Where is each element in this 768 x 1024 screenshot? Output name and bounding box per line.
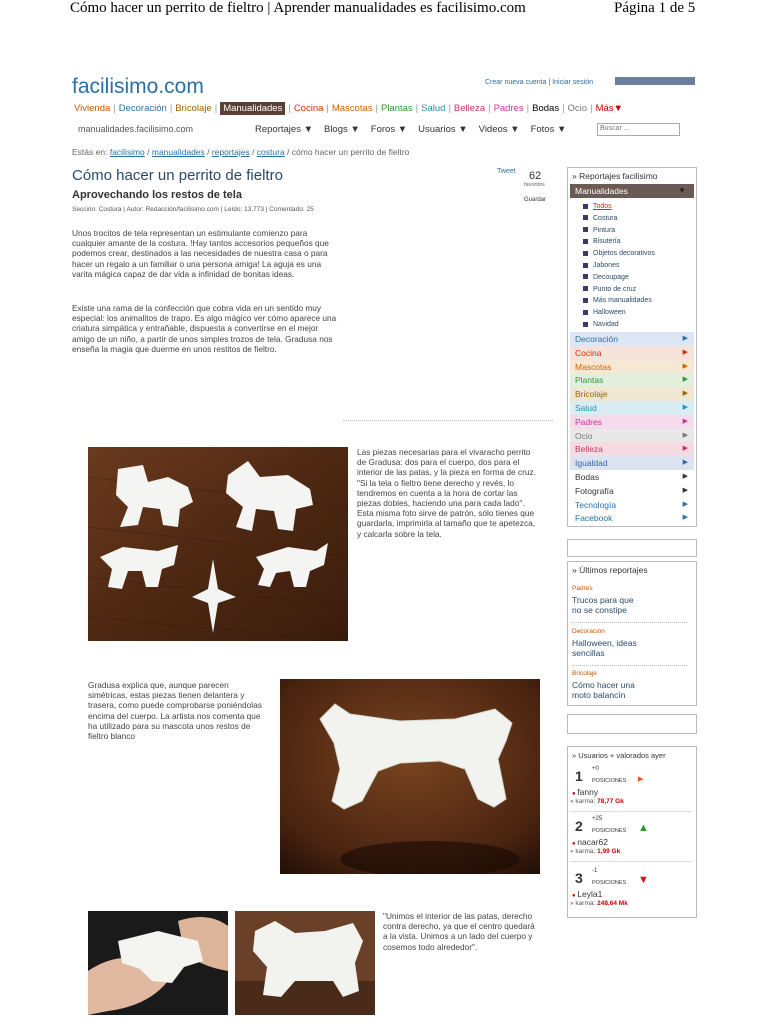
square-bullet-icon (583, 263, 588, 268)
sidebar-subitem[interactable] (583, 215, 618, 222)
category-link-6[interactable]: Plantas (380, 103, 413, 114)
reportaje-category[interactable]: Padres (572, 585, 593, 592)
nav-separator: | (562, 103, 565, 114)
sidebar-subitem-label: Costura (593, 214, 618, 222)
square-bullet-icon (583, 227, 588, 232)
sidebar-subitem-label: Halloween (593, 309, 626, 317)
reportaje-link[interactable]: Cómo hacer una moto balancín (572, 680, 635, 700)
photo-sewn-body (235, 911, 375, 1015)
account-links[interactable]: Crear nueva cuenta | Iniciar sesión (485, 79, 594, 86)
sidebar-category-label: Igualdad (575, 458, 608, 469)
sidebar-subitem[interactable] (583, 250, 655, 257)
user-link[interactable] (572, 787, 598, 797)
square-bullet-icon (583, 239, 588, 244)
top-banner-bar (615, 77, 695, 85)
sidebar-category[interactable] (570, 456, 694, 470)
arrow-right-icon: ▶ (682, 376, 688, 384)
sidebar-subitem-label: Decoupage (593, 273, 629, 281)
user-name: nacar62 (577, 837, 609, 847)
sidebar-subitem-label: Más manualidades (593, 297, 652, 305)
breadcrumb-link[interactable]: facilisimo (109, 147, 145, 157)
sidebar-category-label: Belleza (575, 444, 603, 455)
nav-separator: | (488, 103, 491, 114)
breadcrumb-link[interactable]: costura (256, 147, 285, 157)
rank-positions-label: POSICIONES (592, 778, 627, 784)
square-bullet-icon (583, 204, 588, 209)
nav-separator: | (214, 103, 218, 114)
rank-delta: -1 (592, 868, 598, 874)
arrow-right-icon: ▶ (682, 445, 688, 453)
empty-widget-box (567, 539, 697, 557)
status-dot-icon: ● (572, 841, 578, 847)
category-link-5[interactable]: Mascotas (331, 103, 373, 114)
karma-label: » karma: (570, 798, 598, 805)
search-input[interactable]: Buscar ... (597, 123, 680, 136)
user-name: fanny (577, 787, 599, 797)
square-bullet-icon (583, 286, 588, 291)
print-page-number: Página 1 de 5 (614, 0, 696, 16)
sidebar-subitem[interactable] (583, 321, 619, 328)
user-karma (570, 900, 628, 907)
arrow-right-icon: ▶ (682, 417, 688, 425)
sidebar-subitem[interactable] (583, 203, 612, 210)
karma-label: » karma: (570, 900, 598, 907)
section-nav-item-2[interactable]: Foros ▼ (370, 124, 408, 135)
subdomain-label: manualidades.facilisimo.com (78, 124, 194, 134)
empty-widget-box (567, 714, 697, 734)
sidebar-category-label: Facebook (575, 513, 613, 524)
section-nav-item-4[interactable]: Videos ▼ (478, 124, 520, 135)
nav-separator: | (448, 103, 451, 114)
square-bullet-icon (583, 274, 588, 279)
sidebar-subitem[interactable] (583, 274, 629, 281)
category-link-4[interactable]: Cocina (293, 103, 324, 114)
section-nav-item-3[interactable]: Usuarios ▼ (418, 124, 468, 135)
reportaje-link[interactable]: Trucos para que no se constipe (572, 595, 634, 615)
arrow-up-icon: ▲ (638, 822, 649, 834)
category-link-0[interactable]: Vivienda (74, 103, 111, 114)
category-link-2[interactable]: Bricolaje (175, 103, 212, 114)
category-link-1[interactable]: Decoración (118, 103, 167, 114)
square-bullet-icon (583, 215, 588, 220)
category-link-7[interactable]: Salud (421, 103, 446, 114)
intro-paragraph-1: Unos trocitos de tela representan un estimulante comienzo para cualquier amante de la costura. !Hay tantos accesorios pequeños que podemos crear, destinados a las necesidades de nuestra casa o para hacer un regalo a un familiar o una persona amiga! La aguja es una varita mágica capaz de dar vida a infinidad de bonitas ideas. (72, 228, 329, 279)
arrow-right-icon: ▶ (682, 473, 688, 480)
rank-positions-label: POSICIONES (592, 880, 627, 886)
section-nav (255, 124, 577, 135)
usuarios-title: » Usuarios + valorados ayer (572, 751, 666, 760)
sidebar-category[interactable] (570, 511, 694, 525)
status-dot-icon: ● (572, 791, 578, 797)
list-divider (572, 665, 687, 666)
intro-paragraph-2: Existe una rama de la confección que cobra vida en un sentido muy especial: los animalitos de trapo. Es algo mágico ver cómo aparece una criatura simpática y entrañable, dispuesta a convertirse en el mejor amigo de un niño, a partir de unos simples trozos de tela. Gradusa nos enseña la magia que duerme en unos restitos de fieltro. (72, 303, 337, 354)
nav-separator: | (590, 103, 593, 114)
sidebar-item-manualidades[interactable] (570, 184, 694, 198)
arrow-right-icon: ▶ (682, 514, 688, 522)
user-link[interactable] (572, 837, 608, 847)
caret-down-icon: ▼ (678, 186, 686, 195)
sidebar-category-label: Ocio (575, 430, 593, 441)
caption-felt-pieces: Las piezas necesarias para el vivaracho perrito de Gradusa: dos para el cuerpo, dos para el interior de las patas, y la pieza en forma de cruz. "Si la tela o fieltro tiene derecho y revés, lo tendremos en cuenta a la hora de cortar las piezas dobles, haciendo una para cada lado". Esta misma foto sirve de patrón, sólo tienes que guardarla, imprimirla al tamaño que te apetezca, y calcarla sobre la tela. (357, 447, 536, 539)
sidebar-category-label: Bricolaje (575, 389, 608, 400)
site-logo[interactable]: facilisimo.com (72, 75, 204, 98)
rank-delta: +25 (592, 816, 603, 822)
rank-number: 2 (575, 818, 583, 834)
category-link-12[interactable]: Más▼ (595, 103, 623, 114)
karma-value: 248,64 Mk (597, 900, 628, 907)
sidebar-subitem-label: Punto de cruz (593, 285, 637, 293)
photo-body-piece (280, 679, 540, 874)
sidebar-category[interactable] (570, 498, 694, 512)
sidebar-category[interactable] (570, 332, 694, 346)
nav-separator: | (113, 103, 116, 114)
arrow-right-icon: ▶ (682, 348, 688, 356)
reportajes-title: » Reportajes facilisimo (572, 171, 658, 181)
sidebar-category-label: Decoración (575, 334, 618, 344)
sidebar-category-label: Cocina (575, 347, 602, 358)
nav-separator: | (169, 103, 173, 114)
breadcrumb-prefix: Estás en: (72, 147, 110, 157)
arrow-down-icon: ▼ (638, 874, 649, 886)
sidebar-subitem-label: Pintura (593, 226, 616, 234)
sidebar-subitem-label: Objetos decorativos (593, 250, 655, 258)
sidebar-category-label: Salud (575, 403, 597, 413)
breadcrumb: Estás en: facilisimo / manualidades / reportajes / costura / cómo hacer un perrito de fieltro (72, 147, 410, 157)
favorites-label: favoritos (524, 182, 545, 188)
article-meta: Sección: Costura | Autor: Redacción/facilisimo.com | Leído: 13.773 | Comentado: 25 (72, 206, 314, 213)
arrow-right-icon: ▶ (682, 362, 688, 370)
caption-body-piece: Gradusa explica que, aunque parecen simétricas, estas piezas tienen delantera y trasera, como puede comprobarse poniéndolas encima del cuerpo. La artista nos comenta que ha utilizado para su mascota unos restos de fieltro blanco (88, 680, 262, 742)
sidebar-subitem-label: Jabones (593, 262, 620, 269)
reportaje-category[interactable]: Bricolaje (572, 670, 597, 677)
user-karma (570, 848, 620, 855)
sidebar-subitem[interactable] (583, 297, 652, 304)
category-link-11[interactable]: Ocio (567, 103, 588, 114)
karma-value: 78,77 Gk (597, 798, 624, 805)
list-divider (570, 811, 692, 812)
square-bullet-icon (583, 322, 588, 327)
section-nav-item-0[interactable]: Reportajes ▼ (255, 124, 313, 135)
arrow-right-icon: ▶ (682, 486, 688, 494)
photo-felt-pieces (88, 447, 348, 641)
save-button[interactable]: Guardar (524, 197, 547, 203)
sidebar-category-label: Fotografía (575, 485, 614, 496)
user-karma (570, 798, 624, 805)
ultimos-title: » Últimos reportajes (572, 565, 648, 575)
sidebar-category[interactable] (570, 415, 694, 429)
arrow-right-icon: ▸ (638, 773, 644, 785)
sidebar-category-label: Mascotas (575, 361, 612, 372)
user-link[interactable] (572, 889, 602, 899)
sidebar-category[interactable] (570, 360, 694, 374)
sidebar-category-label: Bodas (575, 472, 600, 482)
arrow-right-icon: ▶ (682, 390, 688, 398)
category-link-3[interactable]: Manualidades (220, 102, 285, 115)
nav-separator: | (326, 103, 329, 114)
sidebar-category-label: Tecnología (575, 499, 617, 510)
sidebar-category[interactable] (570, 442, 694, 456)
article-subtitle: Aprovechando los restos de tela (72, 189, 242, 201)
sidebar-category[interactable] (570, 470, 694, 484)
sidebar-category[interactable] (570, 387, 694, 401)
sidebar-subitem[interactable] (583, 238, 621, 245)
square-bullet-icon (583, 251, 588, 256)
sidebar-category-label: Padres (575, 416, 602, 427)
sidebar-item-label: Manualidades (575, 186, 628, 196)
sidebar-subitem[interactable] (583, 262, 619, 269)
list-divider (572, 622, 687, 623)
caption-sewing: "Unimos el interior de las patas, derecho contra derecho, ya que el centro quedará a la vista. Unimos a un lado del cuerpo y cosemos todo alrededor". (383, 911, 535, 952)
nav-separator: | (375, 103, 378, 114)
sidebar-subitem[interactable] (583, 309, 626, 316)
rank-positions-label: POSICIONES (592, 828, 627, 834)
sidebar-category-label: Plantas (575, 375, 604, 386)
category-link-10[interactable]: Bodas (532, 103, 560, 114)
nav-separator: | (526, 103, 530, 114)
square-bullet-icon (583, 298, 588, 303)
status-dot-icon: ● (572, 893, 578, 899)
sidebar-category[interactable] (570, 373, 694, 387)
category-link-8[interactable]: Belleza (453, 103, 486, 114)
sidebar-subitem[interactable] (583, 227, 615, 234)
sidebar-category[interactable] (570, 429, 694, 443)
arrow-right-icon: ▶ (682, 335, 688, 342)
section-nav-item-5[interactable]: Fotos ▼ (530, 124, 567, 135)
rank-number: 1 (575, 768, 583, 784)
arrow-right-icon: ▶ (682, 431, 688, 439)
list-divider (570, 861, 692, 862)
reportaje-link[interactable]: Halloween, ideas sencillas (572, 638, 637, 658)
section-nav-item-1[interactable]: Blogs ▼ (323, 124, 360, 135)
karma-value: 1,99 Gk (597, 848, 621, 855)
sidebar-category[interactable] (570, 346, 694, 360)
breadcrumb-link[interactable]: reportajes (211, 147, 250, 157)
square-bullet-icon (583, 310, 588, 315)
sidebar-subitem-label: Navidad (593, 321, 619, 328)
nav-separator: | (288, 103, 291, 114)
arrow-right-icon: ▶ (682, 459, 688, 467)
karma-label: » karma: (570, 848, 598, 855)
sidebar-category[interactable] (570, 484, 694, 498)
photo-hands-sewing (88, 911, 228, 1015)
breadcrumb-current: cómo hacer un perrito de fieltro (291, 147, 410, 157)
sidebar-category[interactable] (570, 401, 694, 415)
rank-number: 3 (575, 870, 583, 886)
rank-delta: +0 (592, 766, 599, 772)
tweet-button[interactable]: Tweet (497, 168, 516, 175)
arrow-right-icon: ▶ (682, 404, 688, 411)
category-nav (74, 103, 626, 114)
favorites-count: 62 (529, 170, 542, 182)
category-link-9[interactable]: Padres (493, 103, 524, 114)
breadcrumb-link[interactable]: manualidades (151, 147, 205, 157)
user-name: Leyla1 (577, 889, 603, 899)
print-page-title: Cómo hacer un perrito de fieltro | Aprender manualidades es facilisimo.com (70, 0, 526, 16)
nav-separator: | (415, 103, 419, 114)
section-divider (343, 420, 553, 421)
arrow-right-icon: ▶ (682, 500, 688, 508)
reportaje-category[interactable]: Decoración (572, 628, 605, 635)
sidebar-subitem-label: Bisutería (593, 238, 621, 246)
sidebar-subitem[interactable] (583, 286, 636, 293)
sidebar-subitem-label: Todos (593, 203, 612, 210)
article-title: Cómo hacer un perrito de fieltro (72, 167, 283, 184)
